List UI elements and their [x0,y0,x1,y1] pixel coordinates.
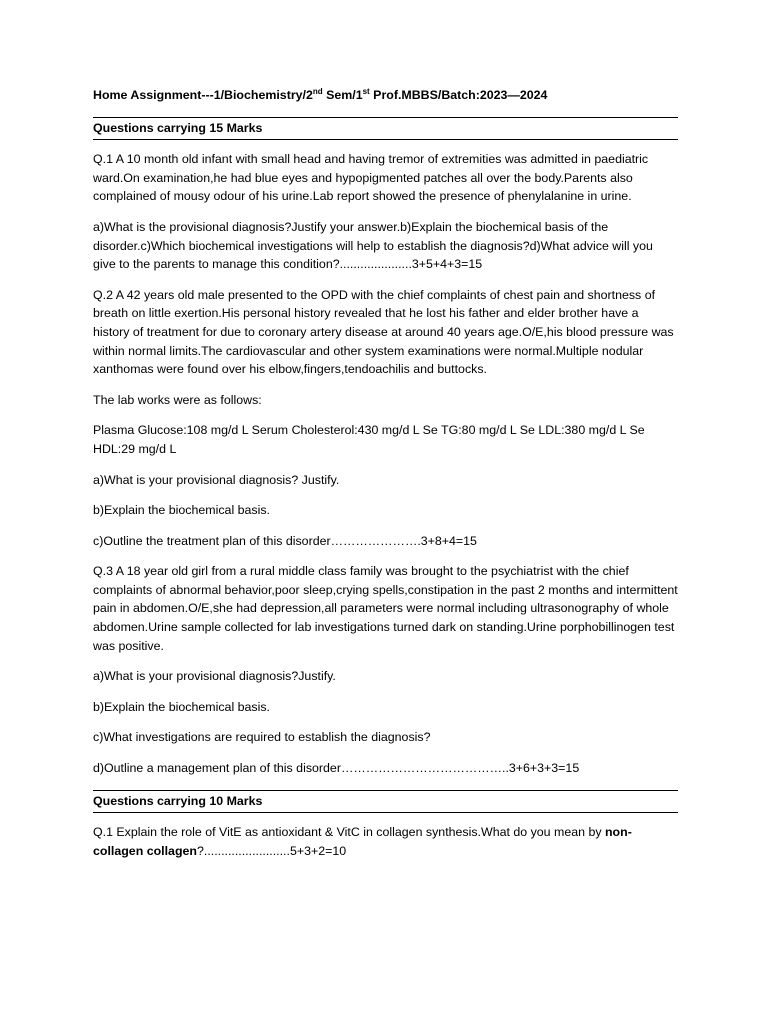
section-heading-15-marks: Questions carrying 15 Marks [93,117,678,141]
q1-questions-text: a)What is the provisional diagnosis?Justify your answer.b)Explain the biochemical basis of the disorder.c)Which biochemical investigations will help to establish the diagnosis?d)What advice will you give to the parents to manage this condition?.....................3+5+4+3=15 [93,219,653,272]
q2-case-text: Q.2 A 42 years old male presented to the OPD with the chief complaints of chest pain and shortness of breath on little exertion.His personal history revealed that he lost his father and elder brother have a history of treatment for due to coronary artery disease at around 40 years age.O/E,his blood pressure was within normal limits.The cardiovascular and other system examinations were normal.Multiple nodular xanthomas were found over his elbow,fingers,tendoachilis and buttocks. [93,287,674,377]
title-text-1: Home Assignment---1/Biochemistry/2 [93,88,313,102]
q1-case-text: Q.1 A 10 month old infant with small head and having tremor of extremities was admitted in paediatric ward.On examination,he had blue eyes and hypopigmented patches all over the body.Parents also complained of mousy odour of his urine.Lab report showed the presence of phenylalanine in urine. [93,152,649,204]
ten-marks-q1-text-before: Q.1 Explain the role of VitE as antioxidant & VitC in collagen synthesis.What do you mean by [93,825,605,840]
title-text-2: Sem/1 [322,88,363,102]
ten-marks-q1-bold-term: non-collagen collagen [93,825,632,858]
q2-part-c: c)Outline the treatment plan of this disorder………………….3+8+4=15 [93,533,477,548]
ten-marks-q1-text [93,823,678,860]
q3-case-text: Q.3 A 18 year old girl from a rural middle class family was brought to the psychiatrist with the chief complaints of abnormal behavior,poor sleep,crying spells,constipation in the past 2 months and intermittent pain in abdomen.O/E,she had depression,all parameters were normal including ultrasonography of whole abdomen.Urine sample collected for lab investigations turned dark on standing.Urine porphobillinogen test was positive. [93,564,678,653]
title-superscript-1: nd [312,86,323,96]
ten-marks-q1-text-after: ?.........................5+3+2=10 [196,843,347,858]
q3-part-b: b)Explain the biochemical basis. [93,699,271,714]
section-heading-10-marks: Questions carrying 10 Marks [93,790,678,814]
q3-part-c: c)What investigations are required to establish the diagnosis? [93,730,431,745]
q3-part-a: a)What is your provisional diagnosis?Justify. [93,669,336,684]
document-page [93,86,678,872]
q2-lab-values: Plasma Glucose:108 mg/d L Serum Cholesterol:430 mg/d L Se TG:80 mg/d L Se LDL:380 mg/d L Se HDL:29 mg/d L [93,423,645,456]
q2-part-b: b)Explain the biochemical basis. [93,503,271,518]
q2-lab-intro: The lab works were as follows: [93,392,262,407]
q3-part-d: d)Outline a management plan of this disorder…………………………………..3+6+3+3=15 [93,761,580,776]
title-superscript-2: st [362,86,370,96]
title-text-3: Prof.MBBS/Batch:2023—2024 [369,88,548,102]
q2-part-a: a)What is your provisional diagnosis? Justify. [93,472,340,487]
document-title [93,86,678,105]
